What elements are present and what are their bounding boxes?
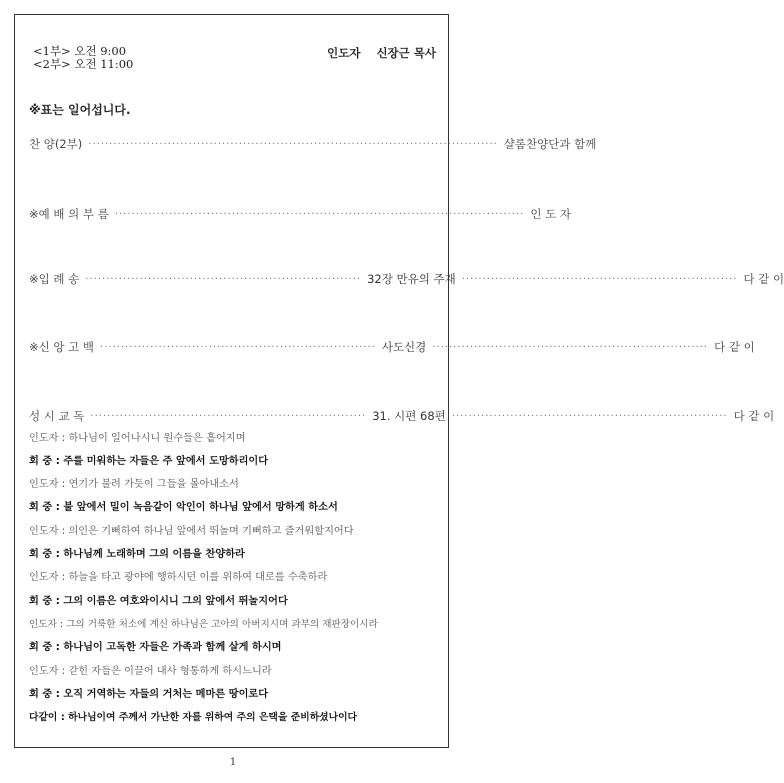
- reading-text: 그의 거룩한 처소에 계신 하나님은 고아의 아버지시며 과부의 재판장이시라: [66, 619, 378, 630]
- order-performer: 인 도 자: [530, 207, 571, 221]
- reading-text: 하나님이여 주께서 가난한 자를 위하여 주의 은택을 준비하셨나이다: [68, 712, 358, 723]
- reading-line: 인도자 : 하나님이 일어나시니 원수들은 흩어지며: [29, 433, 246, 444]
- reading-speaker: 회 중: [29, 456, 53, 467]
- service-time-2: [33, 58, 133, 71]
- reading-line: 회 중 : 하나님이 고독한 자들은 가족과 함께 살게 하시며: [29, 642, 282, 653]
- leader-dots: ··································································································: [88, 138, 498, 150]
- reading-text: 오직 거역하는 자들의 거처는 메마른 땅이로다: [63, 689, 269, 700]
- reading-speaker: 회 중: [29, 596, 53, 607]
- leader-dots: ··································································: [100, 341, 376, 353]
- bulletin-page: [14, 14, 784, 748]
- service-label: <1부>: [33, 44, 71, 58]
- order-item-responsive-reading: [29, 408, 775, 424]
- reading-speaker: 다같이: [29, 712, 58, 723]
- reading-speaker: 회 중: [29, 642, 53, 653]
- order-performer: 샬롬찬양단과 함께: [503, 137, 597, 151]
- reading-speaker: 인도자: [29, 572, 59, 583]
- order-content: 31. 시편 68편: [372, 409, 446, 423]
- reading-line: 인도자 : 그의 거룩한 처소에 계신 하나님은 고아의 아버지시며 과부의 재판장이시라: [29, 619, 378, 630]
- order-performer: 다 같 이: [733, 409, 775, 423]
- reading-line: 인도자 : 갇힌 자들은 이끌어 내사 형통하게 하시느니라: [29, 666, 272, 677]
- reading-speaker: 인도자: [29, 526, 59, 537]
- service-time: 오전 9:00: [74, 44, 127, 58]
- order-item-creed: [29, 339, 755, 355]
- order-item-call-to-worship: [29, 206, 571, 222]
- order-label: ※예 배 의 부 름: [29, 207, 109, 221]
- order-performer: 다 같 이: [714, 340, 755, 354]
- order-performer: 다 같 이: [743, 272, 784, 286]
- reading-line: 다같이 : 하나님이여 주께서 가난한 자를 위하여 주의 은택을 준비하셨나이다: [29, 712, 358, 723]
- order-label: ※신 앙 고 백: [29, 340, 95, 354]
- reading-text: 갇힌 자들은 이끌어 내사 형통하게 하시느니라: [68, 666, 272, 677]
- leader-name: 신장근 목사: [376, 46, 436, 60]
- reading-line: 회 중 : 하나님께 노래하며 그의 이름을 찬양하라: [29, 549, 245, 560]
- reading-line: 인도자 : 의인은 기뻐하여 하나님 앞에서 뛰놀며 기뻐하고 즐거워할지어다: [29, 526, 354, 537]
- reading-text: 연기가 불려 가듯이 그들을 몰아내소서: [68, 479, 239, 490]
- order-label: 찬 양(2부): [29, 137, 83, 151]
- reading-line: 인도자 : 연기가 불려 가듯이 그들을 몰아내소서: [29, 479, 239, 490]
- order-label: ※입 례 송: [29, 272, 80, 286]
- reading-text: 하나님이 고독한 자들은 가족과 함께 살게 하시며: [63, 642, 282, 653]
- reading-speaker: 인도자: [29, 433, 59, 444]
- reading-line: 회 중 : 불 앞에서 밀이 녹음같이 악인이 하나님 앞에서 망하게 하소서: [29, 502, 338, 513]
- leader-dots: ··································································: [461, 273, 738, 285]
- order-item-processional: [29, 271, 784, 287]
- leader-dots: ··································································: [432, 341, 709, 353]
- worship-leader: [327, 45, 436, 61]
- order-content: 32장 만유의 주재: [367, 272, 456, 286]
- order-content: 사도신경: [381, 340, 427, 354]
- reading-speaker: 인도자: [29, 619, 57, 630]
- leader-dots: ··································································: [451, 410, 728, 422]
- service-label: <2부>: [33, 57, 71, 71]
- reading-text: 하늘을 타고 광야에 행하시던 이를 위하여 대로를 수축하라: [68, 572, 328, 583]
- reading-line: 인도자 : 하늘을 타고 광야에 행하시던 이를 위하여 대로를 수축하라: [29, 572, 328, 583]
- leader-dots: ··································································: [85, 273, 362, 285]
- reading-line: 회 중 : 오직 거역하는 자들의 거처는 메마른 땅이로다: [29, 689, 269, 700]
- reading-speaker: 인도자: [29, 666, 59, 677]
- reading-text: 그의 이름은 여호와이시니 그의 앞에서 뛰놀지어다: [63, 596, 288, 607]
- leader-role: 인도자: [327, 46, 361, 60]
- leader-dots: ··································································································: [114, 208, 525, 220]
- reading-speaker: 회 중: [29, 549, 53, 560]
- reading-speaker: 회 중: [29, 689, 53, 700]
- reading-text: 하나님께 노래하며 그의 이름을 찬양하라: [63, 549, 245, 560]
- order-label: 성 시 교 독: [29, 409, 85, 423]
- page-number: 1: [229, 757, 237, 768]
- reading-text: 의인은 기뻐하여 하나님 앞에서 뛰놀며 기뻐하고 즐거워할지어다: [68, 526, 354, 537]
- leader-dots: ··································································: [90, 410, 367, 422]
- service-time: 오전 11:00: [74, 57, 134, 71]
- reading-text: 주를 미워하는 자들은 주 앞에서 도망하리이다: [63, 456, 269, 467]
- reading-text: 하나님이 일어나시니 원수들은 흩어지며: [68, 433, 246, 444]
- reading-text: 불 앞에서 밀이 녹음같이 악인이 하나님 앞에서 망하게 하소서: [63, 502, 338, 513]
- reading-line: 회 중 : 주를 미워하는 자들은 주 앞에서 도망하리이다: [29, 456, 269, 467]
- reading-speaker: 인도자: [29, 479, 59, 490]
- order-item-praise: [29, 136, 597, 152]
- standing-notice: ※표는 일어섭니다.: [29, 103, 131, 117]
- reading-line: 회 중 : 그의 이름은 여호와이시니 그의 앞에서 뛰놀지어다: [29, 596, 288, 607]
- reading-speaker: 회 중: [29, 502, 53, 513]
